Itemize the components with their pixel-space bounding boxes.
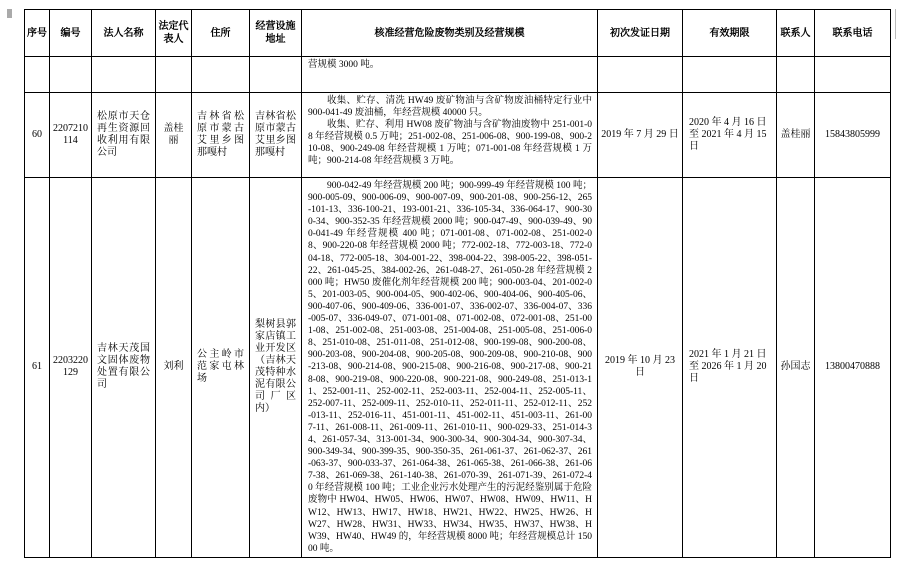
row-61-legal-rep: 刘利 xyxy=(156,178,192,558)
carryover-name xyxy=(92,57,156,93)
carryover-legal-rep xyxy=(156,57,192,93)
header-approved-scope: 核准经营危险废物类别及经营规模 xyxy=(302,10,598,57)
header-residence: 住所 xyxy=(192,10,250,57)
row-60-first-issue-date: 2019 年 7 月 29 日 xyxy=(598,93,683,178)
row-60-code: 2207210114 xyxy=(50,93,92,178)
carryover-row xyxy=(25,57,891,93)
hazardous-waste-license-table xyxy=(24,9,891,558)
carryover-seq xyxy=(25,57,50,93)
row-60-scope-paragraph-2: 收集、贮存、利用 HW08 废矿物油与含矿物油废物中 251-001-08 年经营规模 0.5 万吨；251-002-08、251-006-08、900-199-08、900-210-08、900-249-08 年经营规模 1 万吨；071-001-08 年经营规模 1 万吨；900-214-08 年经营规模 3 万吨。 xyxy=(308,120,592,167)
table-row xyxy=(25,178,891,558)
header-facility-address: 经营设施地址 xyxy=(250,10,302,57)
header-phone: 联系电话 xyxy=(815,10,891,57)
row-61-phone: 13800470888 xyxy=(815,178,891,558)
row-61-first-issue-date: 2019 年 10 月 23 日 xyxy=(598,178,683,558)
table-row xyxy=(25,93,891,178)
row-61-seq: 61 xyxy=(25,178,50,558)
carryover-code xyxy=(50,57,92,93)
header-code: 编号 xyxy=(50,10,92,57)
carryover-contact xyxy=(777,57,815,93)
carryover-validity xyxy=(683,57,777,93)
row-61-scope xyxy=(302,178,598,558)
carryover-phone xyxy=(815,57,891,93)
row-60-legal-rep: 盖桂丽 xyxy=(156,93,192,178)
row-61-residence: 公主岭市范家屯林场 xyxy=(192,178,250,558)
page-edge-mark xyxy=(895,9,896,39)
row-60-scope-paragraph-1: 收集、贮存、清洗 HW49 废矿物油与含矿物废油桶特定行业中 900-041-49 废油桶，年经营规模 40000 只。 xyxy=(308,96,592,119)
header-legal-name: 法人名称 xyxy=(92,10,156,57)
row-60-phone: 15843805999 xyxy=(815,93,891,178)
row-61-validity: 2021 年 1 月 21 日至 2026 年 1 月 20 日 xyxy=(683,178,777,558)
header-validity: 有效期限 xyxy=(683,10,777,57)
row-61-contact: 孙国志 xyxy=(777,178,815,558)
row-60-validity: 2020 年 4 月 16 日至 2021 年 4 月 15 日 xyxy=(683,93,777,178)
row-61-legal-name: 吉林天茂国文固体废物处置有限公司 xyxy=(92,178,156,558)
row-60-legal-name: 松原市天仓再生资源回收利用有限公司 xyxy=(92,93,156,178)
row-61-code: 2203220129 xyxy=(50,178,92,558)
carryover-scope xyxy=(302,57,598,93)
page-corner-mark xyxy=(7,9,12,18)
carryover-scope-text: 营规模 3000 吨。 xyxy=(308,60,380,70)
carryover-first-issue-date xyxy=(598,57,683,93)
carryover-residence xyxy=(192,57,250,93)
header-first-issue-date: 初次发证日期 xyxy=(598,10,683,57)
header-contact: 联系人 xyxy=(777,10,815,57)
row-60-residence: 吉林省松原市蒙古艾里乡图那嘎村 xyxy=(192,93,250,178)
carryover-facility-address xyxy=(250,57,302,93)
document-page xyxy=(0,9,897,568)
row-60-seq: 60 xyxy=(25,93,50,178)
table-header-row xyxy=(25,10,891,57)
row-60-contact: 盖桂丽 xyxy=(777,93,815,178)
row-60-facility-address: 吉林省松原市蒙古艾里乡图那嘎村 xyxy=(250,93,302,178)
row-61-facility-address: 梨树县郭家店镇工业开发区（吉林天茂特种水泥有限公司厂区内） xyxy=(250,178,302,558)
header-legal-rep: 法定代表人 xyxy=(156,10,192,57)
row-61-scope-paragraph-1: 900-042-49 年经营规模 200 吨；900-999-49 年经营规模 100 吨；900-005-09、900-006-09、900-007-09、900-201-08、900-256-12、265-101-13、336-100-21、193-001-21、336-105-34、336-064-17、900-300-34、900-352-35 年经营规模 2000 吨；900-047-49、900-039-49、900-041-49 年经营规模 400 吨；071-001-08、071-002-08、251-002-08、900-220-08 年经营规模 2000 吨；772-002-18、772-003-18、772-004-18、772-005-18、304-001-22、398-004-22、398-005-22、398-051-22、261-045-25、384-002-26、261-048-27、261-050-28 年经营规模 2000 吨；HW50 废催化剂年经营规模 200 吨；900-003-04、201-002-05、201-003-05、900-004-05、900-402-06、900-404-06、900-405-06、900-407-06、900-409-06、336-001-07、336-002-07、336-004-07、336-005-07、336-049-07、071-001-08、071-002-08、072-001-08、251-001-08、251-002-08、251-003-08、251-004-08、251-005-08、251-006-08、251-010-08、251-011-08、251-012-08、900-199-08、900-200-08、900-203-08、900-204-08、900-205-08、900-209-08、900-210-08、900-213-08、900-214-08、900-215-08、900-216-08、900-217-08、900-218-08、900-219-08、900-220-08、900-221-08、900-249-08、251-013-11、252-001-11、252-002-11、252-003-11、252-004-11、252-005-11、252-007-11、252-009-11、252-010-11、252-011-11、252-012-11、252-013-11、252-016-11、451-001-11、451-002-11、451-003-11、261-007-11、261-008-11、261-009-11、261-010-11、900-029-33、251-014-34、261-057-34、313-001-34、900-300-34、900-304-34、900-307-34、900-349-34、900-399-35、900-350-35、261-061-37、261-062-37、261-063-37、900-033-37、261-064-38、261-065-38、261-066-38、261-067-38、261-069-38、261-140-38、261-070-39、261-071-39、261-072-40 年经营规模 100 吨；工业企业污水处理产生的污泥经鉴别属于危险废物中 HW04、HW05、HW06、HW07、HW08、HW09、HW11、HW12、HW13、HW17、HW18、HW21、HW22、HW25、HW26、HW27、HW28、HW31、HW33、HW34、HW35、HW37、HW38、HW39、HW40、HW49 的，年经营规模 8000 吨；年经营规模总计 15000 吨。 xyxy=(308,181,592,554)
header-seq: 序号 xyxy=(25,10,50,57)
row-60-scope xyxy=(302,93,598,178)
